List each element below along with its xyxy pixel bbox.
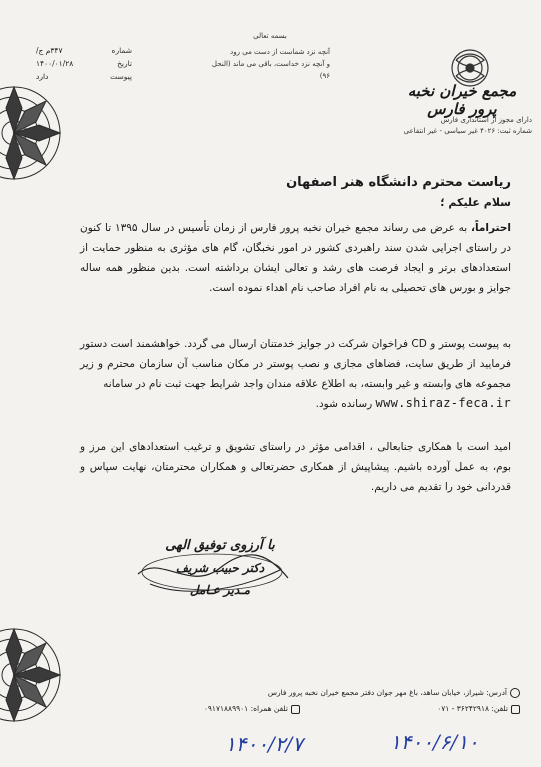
paragraph-closing <box>80 437 511 497</box>
paragraph-request <box>80 334 511 394</box>
footer-address <box>150 688 520 698</box>
verse-line-2: و آنچه نزد خداست، باقی می ماند (النحل ۹۶) <box>211 60 330 80</box>
meta-attach-value: دارد <box>36 72 49 81</box>
mobile-icon <box>291 705 300 714</box>
header-verse <box>210 46 330 82</box>
handwritten-date-1: ۱۴۰۰/۲/۷ <box>225 732 303 756</box>
salutation: سلام علیکم ؛ <box>440 196 511 209</box>
meta-attach-row <box>36 70 132 83</box>
meta-number-value: ۳۴۷م ج/ <box>36 46 63 55</box>
meta-date-label: تاریخ <box>117 59 132 68</box>
mandala-ornament-top <box>0 78 70 188</box>
paragraph-request-text: به پیوست پوستر و CD فراخوان شرکت در جوایز خدمتنان ارسال می گردد. خواهشمند است دستور فرمایید از طریق سایت، فضاهای مجازی و نصب پوستر در مکان مناسب آن سازمان محترم و زیر مجموعه های وابسته و غیر وابسته، به اطلاع علاقه مندان واجد شرایط جهت ثبت نام در سامانه <box>80 338 511 390</box>
paragraph-intro-text: به عرض می رساند مجمع خیران نخبه پرور فارس از زمان تأسیس در سال ۱۳۹۵ تا کنون در راستای اجرایی شدن سند راهبردی کشور در امور نخبگان، گام های مؤثری به منظور حمایت از استعدادهای برتر و ایجاد فرصت های رشد و تعالی ایشان برداشته است. بدین منظور همه ساله جوایز و بورس های تحصیلی به نام افراد صاحب نام اهداء نموده است. <box>80 222 511 294</box>
meta-number-row <box>36 44 132 57</box>
footer-mobile <box>150 704 300 714</box>
footer-mobile-text: تلفن همراه: ۰۹۱۷۱۸۸۹۹۰۱ <box>203 704 288 713</box>
paragraph-closing-text: امید است با همکاری جنابعالی ، اقدامی مؤثر در راستای تشویق و ترغیب استعدادهای این مرز و بوم، به عمل آورده باشیم. پیشاپیش از همکاری حضرتعالی و همکاران محترمتان، نهایت سپاس و قدردانی خود را تقدیم می داریم. <box>80 441 511 493</box>
letter-meta <box>36 44 132 83</box>
recipient: ریاست محترم دانشگاه هنر اصفهان <box>286 175 511 190</box>
signature-name: دکتر حبیب شریف <box>175 561 265 575</box>
footer-address-text: آدرس: شیراز، خیابان ساهد، باغ مهر جوان دفتر مجمع خیران نخبه پرور فارس <box>267 688 507 697</box>
meta-date-value: ۱۴۰۰/۰۱/۲۸ <box>36 59 74 68</box>
site-suffix: رسانده شود. <box>315 398 373 410</box>
phone-icon <box>511 705 520 714</box>
org-name: مجمع خیران نخبه پرور فارس <box>407 82 517 118</box>
signature-title: مـدیر عـامل <box>189 583 251 597</box>
org-registration <box>392 115 532 137</box>
paragraph-intro-lead: احتراماً، <box>470 222 511 234</box>
org-license: دارای مجوز از استانداری فارس <box>440 116 532 124</box>
org-reg-number: شماره ثبت: ۴۰۲۶ غیر سیاسی - غیر انتفاعی <box>403 127 532 135</box>
mandala-ornament-bottom <box>0 620 70 730</box>
signature-wish: با آرزوی توفیق الهی <box>165 538 275 553</box>
meta-date-row <box>36 57 132 70</box>
location-pin-icon <box>510 688 520 698</box>
site-url[interactable]: www.shiraz-feca.ir <box>375 396 511 410</box>
footer-phone-text: تلفن: ۳۶۲۴۲۹۱۸ - ۰۷۱ <box>437 704 508 713</box>
site-line <box>80 396 511 410</box>
bismillah: بسمه تعالی <box>253 32 287 40</box>
handwritten-date-2: ۱۴۰۰/۶/۱۰ <box>390 730 479 754</box>
verse-line-1: آنچه نزد شماست از دست می رود <box>230 48 330 56</box>
meta-attach-label: پیوست <box>110 72 132 81</box>
meta-number-label: شماره <box>111 46 132 55</box>
paragraph-intro <box>80 218 511 298</box>
